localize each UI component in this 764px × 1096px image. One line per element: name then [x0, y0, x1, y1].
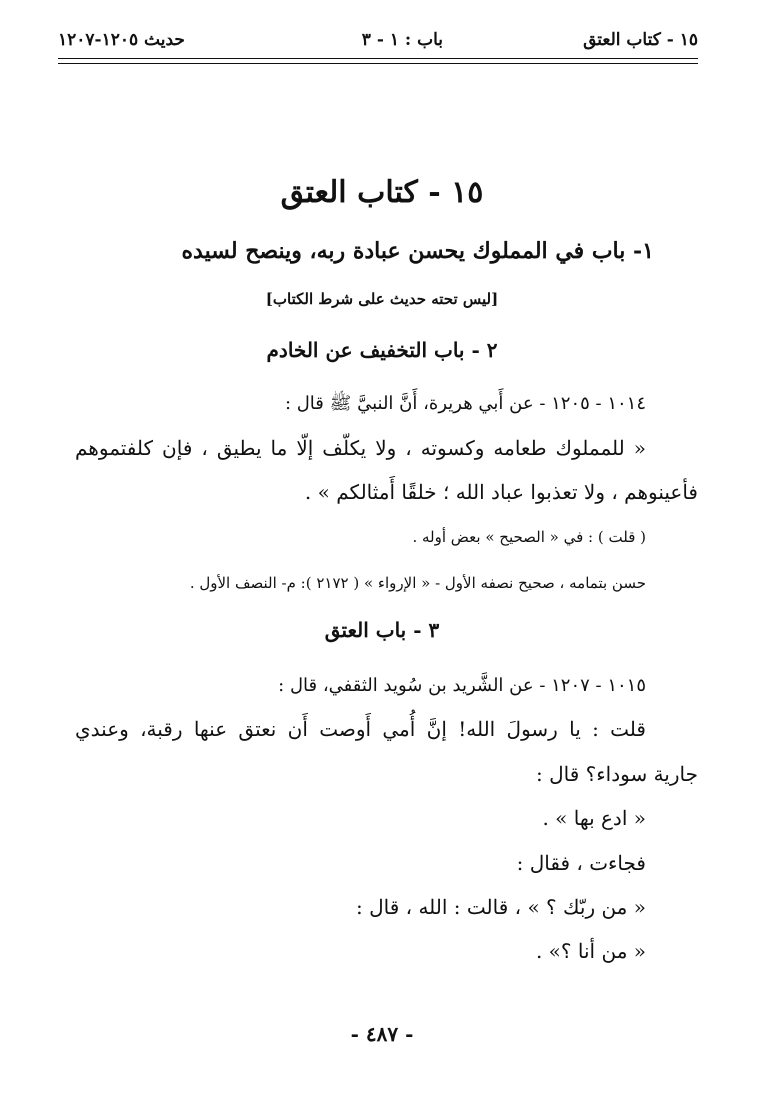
page-number: - ٤٨٧ -	[350, 1022, 414, 1046]
qult-note: ( قلت ) : في « الصحيح » بعض أوله .	[412, 528, 646, 546]
chapter-1-title: ١- باب في المملوك يحسن عبادة ربه، وينصح لسيده	[181, 238, 654, 264]
hadith-1014-matn-line: فأعينوهم ، ولا تعذبوا عباد الله ؛ خلقًا أَمثالكم » .	[304, 480, 698, 504]
hadith-1015-line: « ادع بها » .	[542, 806, 646, 830]
hadith-grading: حسن بتمامه ، صحيح نصفه الأول - « الإرواء » ( ٢١٧٢ ): م- النصف الأول .	[189, 574, 646, 592]
header-hadith-range: حديث ١٢٠٥-١٢٠٧	[58, 30, 185, 50]
hadith-1015-line: فجاءت ، فقال :	[516, 851, 646, 875]
hadith-1015-line: « من أنا ؟» .	[535, 939, 646, 963]
chapter-1-note: [ليس تحته حديث على شرط الكتاب]	[265, 290, 499, 308]
running-header	[58, 26, 698, 56]
hadith-1015-line: « من ربّك ؟ » ، قالت : الله ، قال :	[356, 895, 646, 919]
chapter-2-title: ٢ - باب التخفيف عن الخادم	[266, 338, 498, 362]
hadith-1014-head: ١٠١٤ - ١٢٠٥ - عن أَبي هريرة، أَنَّ النبيَّ ﷺ قال :	[284, 393, 646, 414]
hadith-1015-head: ١٠١٥ - ١٢٠٧ - عن الشَّريد بن سُويد الثقفي، قال :	[278, 675, 646, 696]
chapter-3-title: ٣ - باب العتق	[324, 618, 440, 642]
hadith-1015-line: جارية سوداء؟ قال :	[536, 762, 698, 786]
header-rule-bottom	[58, 63, 698, 64]
header-rule-top	[58, 58, 698, 59]
hadith-1014-matn-line: « للمملوك طعامه وكسوته ، ولا يكلّف إلّا ما يطيق ، فإن كلفتموهم	[75, 436, 646, 460]
book-title: ١٥ - كتاب العتق	[280, 175, 484, 210]
header-book-title: ١٥ - كتاب العتق	[583, 30, 698, 50]
hadith-1015-line: قلت : يا رسولَ الله! إنَّ أُمي أَوصت أَن نعتق عنها رقبة، وعندي	[75, 717, 646, 741]
header-chapter-range: باب : ١ - ٣	[361, 30, 443, 50]
